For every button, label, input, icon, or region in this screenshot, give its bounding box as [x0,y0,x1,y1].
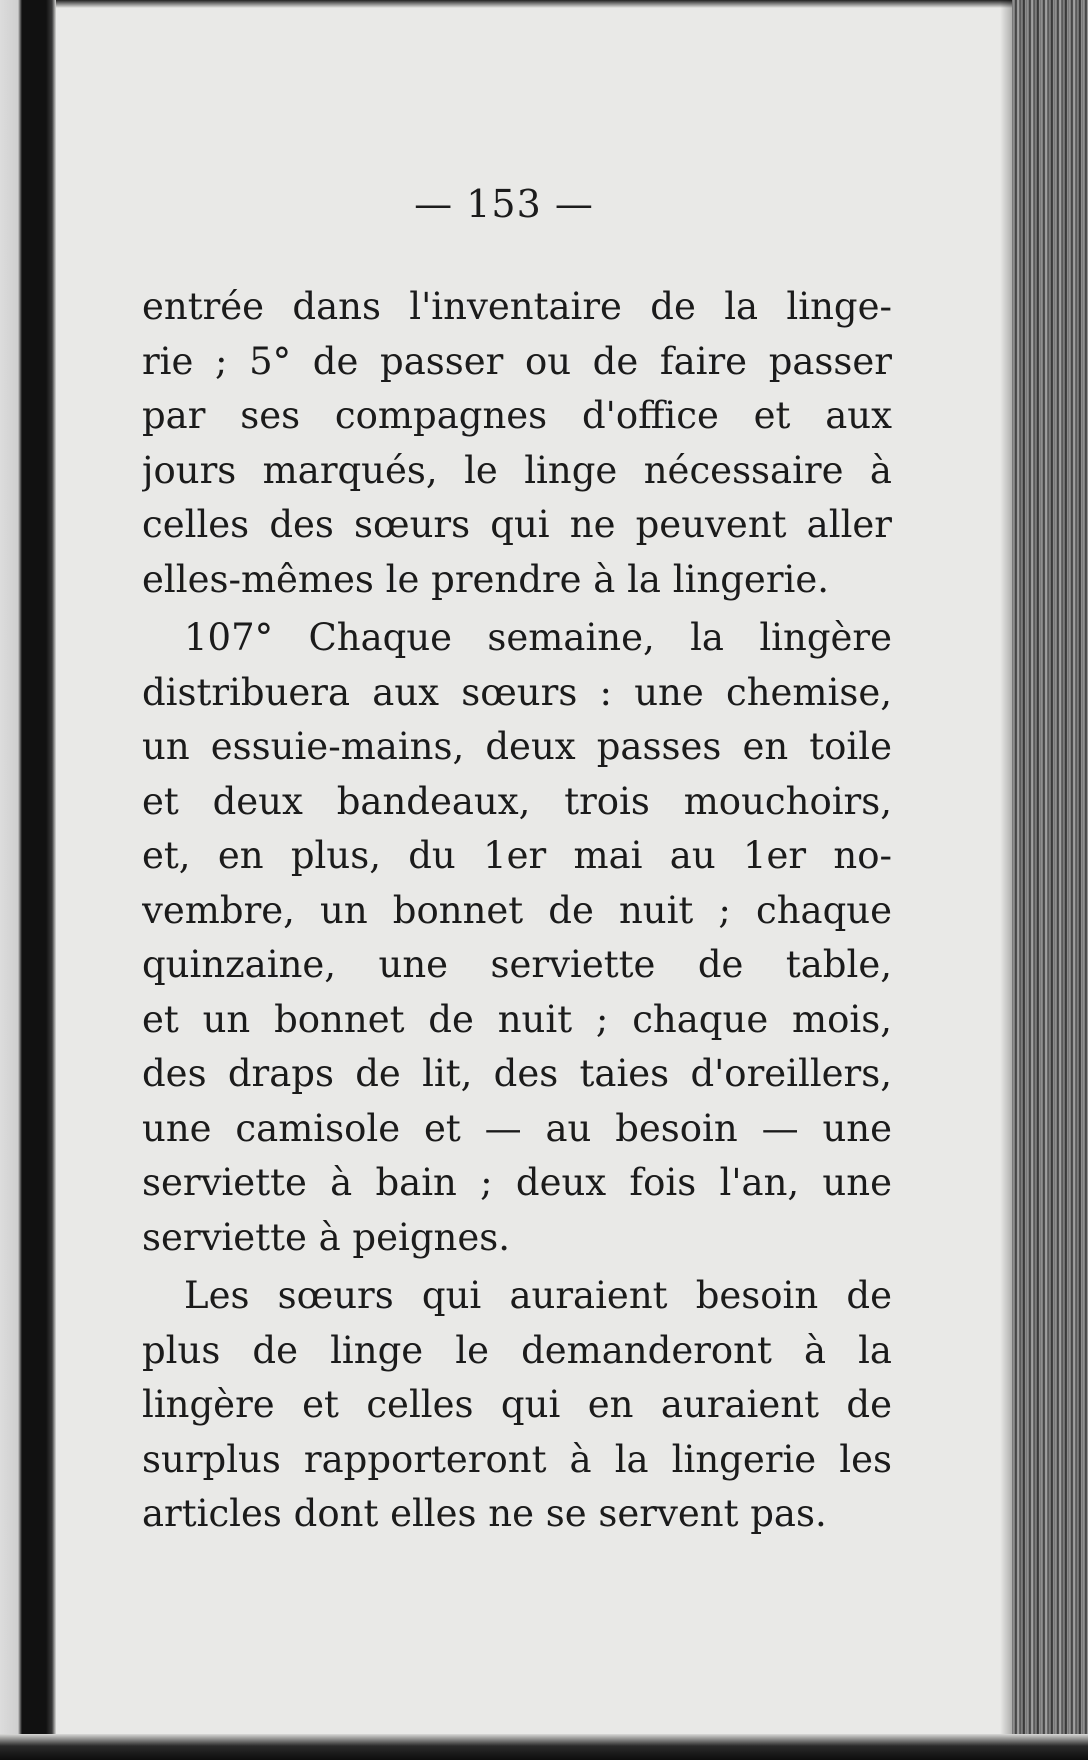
page-stack-edge [1012,0,1088,1760]
page-number: — 153 — [414,182,594,226]
text-line: par ses compagnes d'office et aux [142,394,892,437]
paragraph-107 [142,611,892,1265]
text-line: serviette à peignes. [142,1215,510,1259]
text-line: un essuie-mains, deux passes en toile [142,725,892,768]
text-line: plus de linge le demanderont à la [142,1328,892,1372]
text-line: surplus rapporteront à la lingerie les [142,1437,892,1481]
text-line: entrée dans l'inventaire de la linge- [142,285,892,328]
text-line: une camisole et — au besoin — une [142,1106,892,1150]
page-stack-shadow [1000,0,1012,1760]
book-binding-edge [0,0,56,1760]
text-line: serviette à bain ; deux fois l'an, une [142,1161,892,1204]
text-line: et deux bandeaux, trois mouchoirs, [142,779,892,823]
bottom-edge [0,1734,1088,1760]
text-line: celles des sœurs qui ne peuvent aller [142,503,892,546]
text-line: lingère et celles qui en auraient de [142,1383,892,1426]
text-line: articles dont elles ne se servent pas. [142,1492,827,1535]
text-line: elles-mêmes le prendre à la lingerie. [142,557,830,601]
body-text [142,280,892,1542]
text-line: des draps de lit, des taies d'oreillers, [142,1052,892,1095]
text-line: et un bonnet de nuit ; chaque mois, [142,997,892,1041]
text-line: rie ; 5° de passer ou de faire passer [142,339,892,383]
paragraph-continuation [142,280,892,607]
text-line: distribuera aux sœurs : une chemise, [142,670,892,714]
text-line: vembre, un bonnet de nuit ; chaque [142,888,892,932]
text-line: 107° Chaque semaine, la lingère [184,616,892,659]
paragraph-surplus [142,1269,892,1542]
top-shadow [0,0,1088,8]
text-line: Les sœurs qui auraient besoin de [184,1274,892,1317]
text-line: jours marqués, le linge nécessaire à [142,448,892,492]
text-line: et, en plus, du 1er mai au 1er no- [142,834,892,877]
text-line: quinzaine, une serviette de table, [142,943,892,986]
